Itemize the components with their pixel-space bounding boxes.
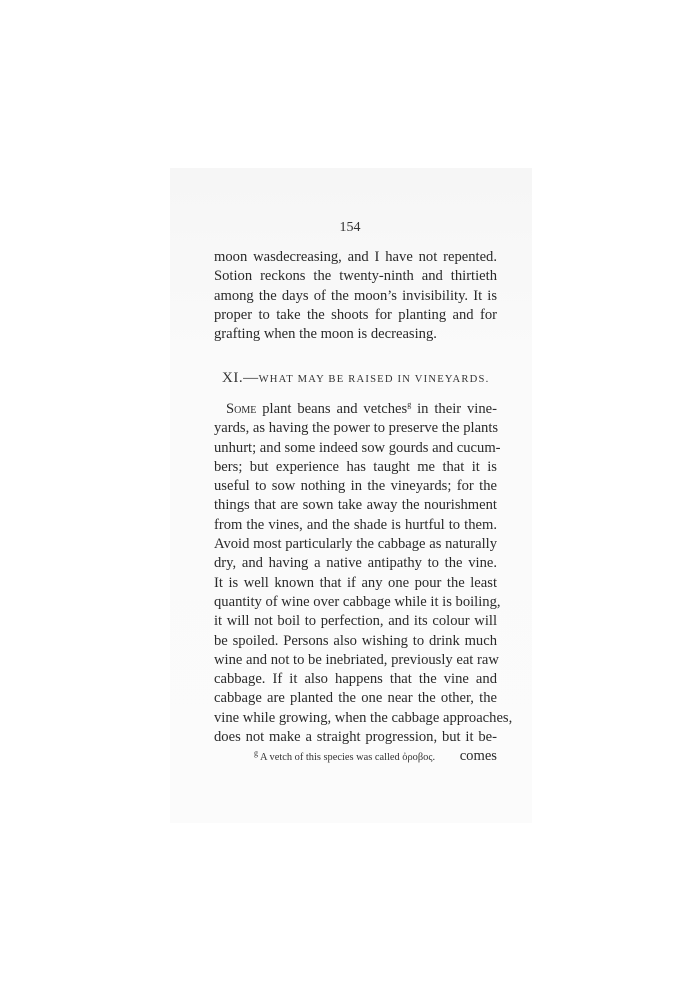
text-line: from the vines, and the shade is hurtful to them. (214, 516, 497, 533)
text-line: does not make a straight progression, but it be- (214, 729, 497, 746)
text-line: useful to sow nothing in the vineyards; for the (214, 478, 497, 495)
text-line: cabbage are planted the one near the other, the (214, 690, 497, 707)
note-reference: g (407, 400, 412, 410)
footnote-mark: g (254, 748, 258, 758)
text-line: vine while growing, when the cabbage approaches, (214, 709, 513, 726)
text-line: proper to take the shoots for planting and for (214, 306, 497, 323)
text-line: dry, and having a native antipathy to the vine. (214, 555, 497, 572)
footnote-text: A vetch of this species was called ὀροβος. (258, 752, 436, 763)
text-line: moon wasdecreasing, and I have not repented. (214, 249, 497, 265)
text-line (214, 400, 497, 419)
section-title: WHAT MAY BE RAISED IN VINEYARDS. (258, 374, 490, 385)
text-line: Avoid most particularly the cabbage as naturally (214, 536, 497, 553)
drop-word: Some (226, 401, 257, 417)
page-number: 154 (339, 220, 361, 235)
text-line: Sotion reckons the twenty-ninth and thirtieth (214, 268, 497, 285)
text-line: wine and not to be inebriated, previously eat raw (214, 651, 499, 668)
text-fragment: plant beans and vetches (256, 401, 408, 417)
text-line: things that are sown take away the nourishment (214, 497, 497, 514)
section-heading (222, 370, 522, 387)
catchword: comes (459, 748, 497, 765)
section-number: XI.— (222, 370, 259, 386)
footnote (254, 748, 514, 763)
text-line: yards, as having the power to preserve the plants (214, 420, 499, 437)
body-paragraph (214, 400, 513, 767)
text-line: unhurt; and some indeed sow gourds and cucum- (214, 439, 501, 456)
text-line: quantity of wine over cabbage while it is boiling, (214, 593, 501, 610)
top-paragraph (214, 248, 497, 344)
text-line: be spoiled. Persons also wishing to drink much (214, 632, 497, 649)
text-line: among the days of the moon’s invisibility. It is (214, 287, 497, 304)
text-line: bers; but experience has taught me that it is (214, 458, 497, 475)
text-line: grafting when the moon is decreasing. (214, 326, 437, 343)
text-fragment: in their vine- (411, 401, 497, 417)
text-line: It is well known that if any one pour the least (214, 574, 497, 591)
text-line: cabbage. If it also happens that the vine and (214, 671, 497, 688)
text-line: it will not boil to perfection, and its colour will (214, 613, 497, 630)
